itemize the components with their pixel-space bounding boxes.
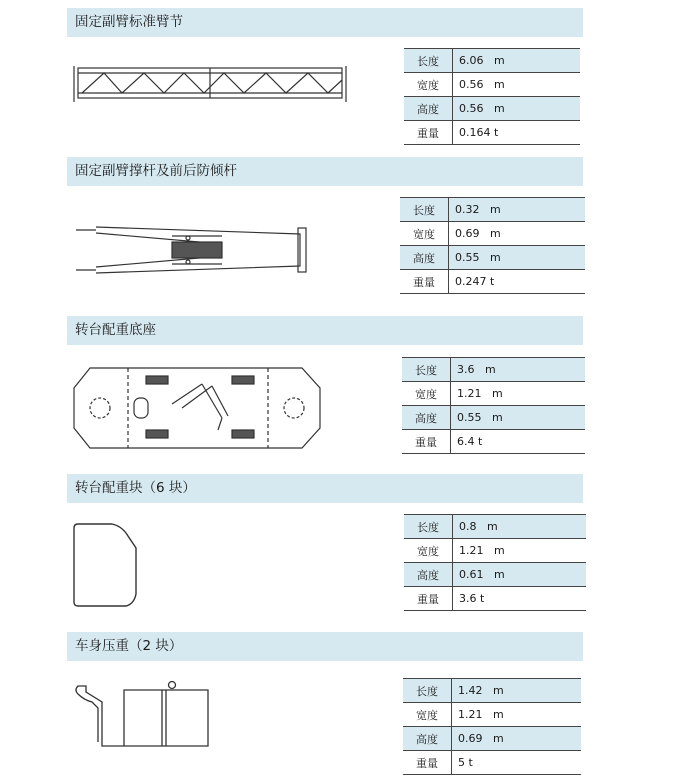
section-4-title: 转台配重块（6 块） bbox=[67, 474, 583, 503]
spec-table-4 bbox=[404, 514, 586, 611]
jib-section-drawing bbox=[72, 62, 350, 106]
strut-drawing bbox=[72, 222, 312, 278]
spec-value: 0.55 m bbox=[451, 406, 586, 430]
spec-table-3 bbox=[402, 357, 585, 454]
spec-row bbox=[400, 222, 585, 246]
spec-row bbox=[402, 406, 585, 430]
counterweight-block-drawing bbox=[72, 520, 142, 610]
spec-row bbox=[402, 358, 585, 382]
spec-label: 高度 bbox=[404, 97, 453, 121]
spec-table-1 bbox=[404, 48, 580, 145]
spec-label: 宽度 bbox=[404, 73, 453, 97]
spec-value: 3.6 t bbox=[453, 587, 587, 611]
counterweight-base-drawing bbox=[72, 364, 324, 452]
spec-row bbox=[404, 97, 580, 121]
section-2-title: 固定副臂撑杆及前后防倾杆 bbox=[67, 157, 583, 186]
spec-label: 长度 bbox=[403, 679, 452, 703]
spec-table-5 bbox=[403, 678, 581, 775]
section-5-title: 车身压重（2 块） bbox=[67, 632, 583, 661]
spec-label: 重量 bbox=[404, 121, 453, 145]
spec-value: 0.32 m bbox=[449, 198, 586, 222]
body-ballast-drawing bbox=[72, 680, 212, 750]
spec-label: 高度 bbox=[402, 406, 451, 430]
spec-value: 1.21 m bbox=[451, 382, 586, 406]
spec-value: 0.55 m bbox=[449, 246, 586, 270]
spec-row bbox=[404, 73, 580, 97]
spec-value: 0.56 m bbox=[453, 73, 581, 97]
spec-row bbox=[403, 679, 581, 703]
spec-value: 0.56 m bbox=[453, 97, 581, 121]
spec-label: 长度 bbox=[400, 198, 449, 222]
spec-label: 重量 bbox=[402, 430, 451, 454]
spec-label: 重量 bbox=[404, 587, 453, 611]
spec-label: 宽度 bbox=[400, 222, 449, 246]
spec-value: 0.8 m bbox=[453, 515, 587, 539]
spec-row bbox=[404, 121, 580, 145]
spec-value: 0.69 m bbox=[449, 222, 586, 246]
spec-label: 长度 bbox=[402, 358, 451, 382]
spec-row bbox=[402, 430, 585, 454]
spec-row bbox=[404, 49, 580, 73]
spec-row bbox=[400, 198, 585, 222]
spec-label: 长度 bbox=[404, 49, 453, 73]
spec-value: 1.42 m bbox=[452, 679, 582, 703]
spec-row bbox=[402, 382, 585, 406]
spec-row bbox=[400, 246, 585, 270]
spec-value: 5 t bbox=[452, 751, 582, 775]
spec-value: 0.69 m bbox=[452, 727, 582, 751]
spec-label: 宽度 bbox=[403, 703, 452, 727]
spec-row bbox=[403, 727, 581, 751]
spec-value: 6.06 m bbox=[453, 49, 581, 73]
spec-value: 6.4 t bbox=[451, 430, 586, 454]
spec-row bbox=[404, 539, 586, 563]
spec-row bbox=[403, 703, 581, 727]
spec-label: 宽度 bbox=[404, 539, 453, 563]
spec-value: 3.6 m bbox=[451, 358, 586, 382]
spec-row bbox=[404, 563, 586, 587]
spec-label: 高度 bbox=[403, 727, 452, 751]
spec-value: 1.21 m bbox=[452, 703, 582, 727]
section-3-title: 转台配重底座 bbox=[67, 316, 583, 345]
section-1-title: 固定副臂标准臂节 bbox=[67, 8, 583, 37]
spec-value: 0.247 t bbox=[449, 270, 586, 294]
spec-value: 0.164 t bbox=[453, 121, 581, 145]
spec-row bbox=[400, 270, 585, 294]
spec-value: 1.21 m bbox=[453, 539, 587, 563]
spec-label: 高度 bbox=[404, 563, 453, 587]
spec-label: 高度 bbox=[400, 246, 449, 270]
spec-label: 长度 bbox=[404, 515, 453, 539]
spec-row bbox=[403, 751, 581, 775]
spec-label: 宽度 bbox=[402, 382, 451, 406]
spec-row bbox=[404, 587, 586, 611]
spec-label: 重量 bbox=[403, 751, 452, 775]
spec-label: 重量 bbox=[400, 270, 449, 294]
spec-table-2 bbox=[400, 197, 585, 294]
spec-value: 0.61 m bbox=[453, 563, 587, 587]
spec-row bbox=[404, 515, 586, 539]
